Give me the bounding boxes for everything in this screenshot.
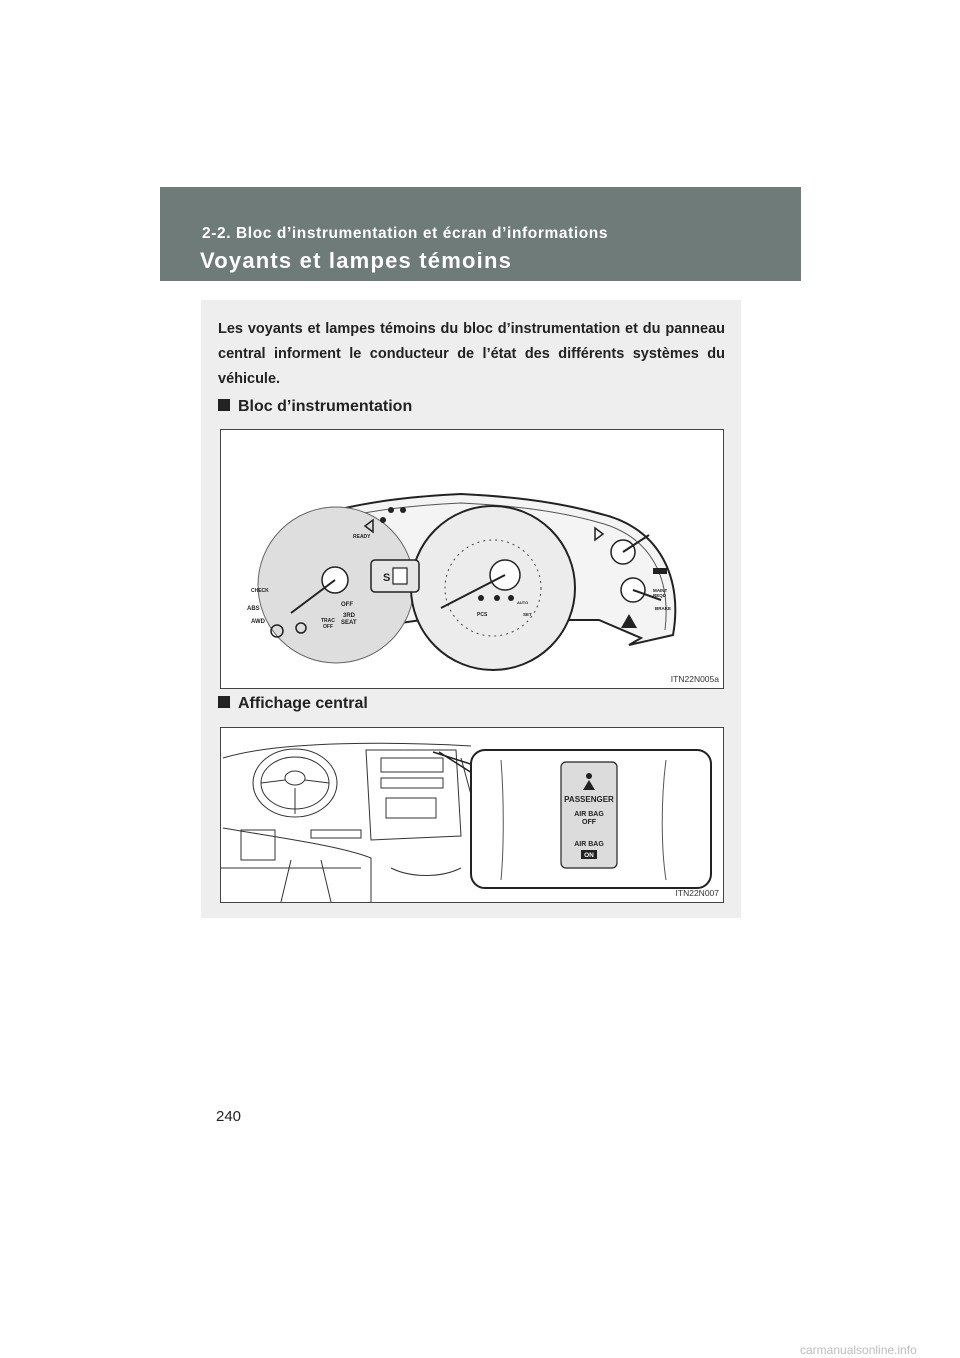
- auto-label: AUTO: [517, 600, 529, 605]
- airbag-off-label-2: OFF: [582, 819, 596, 826]
- reqd-label: REQD: [653, 593, 667, 598]
- airbag-off-label-1: AIR BAG: [574, 811, 604, 818]
- chapter-header: [160, 187, 801, 281]
- square-bullet-icon: [218, 399, 230, 411]
- airbag-on-label-2: ON: [584, 852, 594, 859]
- ready-label: READY: [353, 534, 371, 540]
- footer-watermark: carmanualsonline.info: [800, 1343, 917, 1357]
- set-label: SET: [523, 612, 532, 617]
- check-label: CHECK: [251, 588, 269, 594]
- content-panel: [201, 300, 741, 918]
- abs-label: ABS: [247, 606, 260, 612]
- figure-code: ITN22N005a: [670, 674, 719, 684]
- figure-code: ITN22N007: [675, 888, 719, 898]
- shift-label: S: [383, 572, 391, 584]
- passenger-label: PASSENGER: [564, 795, 614, 804]
- section-heading-central: Affichage central: [218, 695, 368, 713]
- awd-label: AWD: [251, 619, 265, 625]
- off-label: OFF: [341, 602, 353, 608]
- pcs-label: PCS: [477, 612, 488, 618]
- section-subtitle: 2-2. Bloc d’instrumentation et écran d’informations: [202, 225, 609, 242]
- page-number: 240: [216, 1108, 242, 1125]
- section-heading-cluster: Bloc d’instrumentation: [218, 398, 412, 416]
- instrument-cluster-figure: [220, 429, 724, 689]
- instrument-cluster-illustration: [221, 430, 723, 688]
- trac-label: TRAC: [321, 618, 335, 624]
- brake-label: BRAKE: [655, 606, 672, 611]
- third-seat-label-2: SEAT: [341, 620, 357, 626]
- intro-paragraph: Les voyants et lampes témoins du bloc d’instrumentation et du panneau central informent le conducteur de l’état des différents systèmes du véhicule.: [218, 321, 725, 387]
- square-bullet-icon: [218, 696, 230, 708]
- dashboard-illustration: [221, 728, 723, 902]
- trac-off-label: OFF: [323, 624, 333, 630]
- page-title: Voyants et lampes témoins: [200, 248, 513, 273]
- maint-label: MAINT: [653, 588, 668, 593]
- third-seat-label-1: 3RD: [343, 613, 356, 619]
- central-display-figure: [220, 727, 724, 903]
- airbag-on-label-1: AIR BAG: [574, 841, 604, 848]
